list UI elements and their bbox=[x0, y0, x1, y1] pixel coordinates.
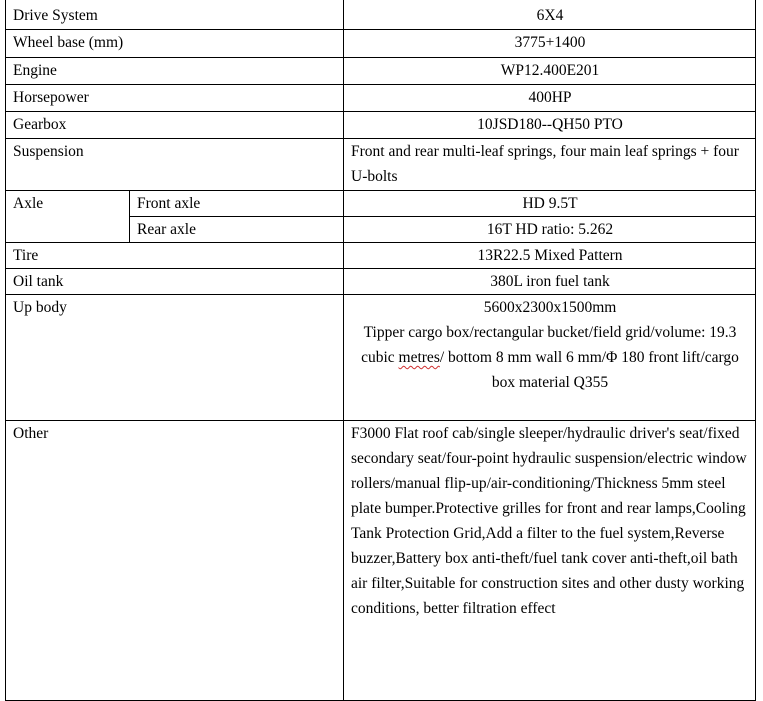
up-body-description bbox=[351, 320, 749, 395]
front-axle-label: Front axle bbox=[130, 191, 344, 217]
suspension-label: Suspension bbox=[6, 139, 344, 191]
rear-axle-value: 16T HD ratio: 5.262 bbox=[344, 217, 756, 243]
drive-system-label: Drive System bbox=[6, 0, 344, 30]
tire-label: Tire bbox=[6, 243, 344, 269]
engine-label: Engine bbox=[6, 58, 344, 85]
horsepower-value: 400HP bbox=[344, 85, 756, 112]
rear-axle-label: Rear axle bbox=[130, 217, 344, 243]
other-value: F3000 Flat roof cab/single sleeper/hydraulic driver's seat/fixed secondary seat/four-point hydraulic suspension/electric window rollers/manual flip-up/air-conditioning/Thickness 5mm steel plate bumper.Protective grilles for front and rear lamps,Cooling Tank Protection Grid,Add a filter to the fuel system,Reverse buzzer,Battery box anti-theft/fuel tank cover anti-theft,oil bath air filter,Suitable for construction sites and other dusty working conditions, better filtration effect bbox=[344, 421, 756, 701]
row-engine bbox=[6, 58, 756, 85]
horsepower-label: Horsepower bbox=[6, 85, 344, 112]
row-gearbox bbox=[6, 112, 756, 139]
engine-value: WP12.400E201 bbox=[344, 58, 756, 85]
spec-table bbox=[5, 0, 756, 701]
up-body-desc-part-1: Tipper cargo box/rectangular bucket/field grid/volume: 19.3 cubic bbox=[361, 324, 737, 366]
gearbox-label: Gearbox bbox=[6, 112, 344, 139]
up-body-value bbox=[344, 295, 756, 421]
gearbox-value: 10JSD180--QH50 PTO bbox=[344, 112, 756, 139]
row-suspension bbox=[6, 139, 756, 191]
row-drive-system bbox=[6, 0, 756, 30]
up-body-desc-part-2: / bottom 8 mm wall 6 mm/Φ 180 front lift/cargo box material Q355 bbox=[439, 349, 739, 391]
wheel-base-label: Wheel base (mm) bbox=[6, 30, 344, 58]
row-oil-tank bbox=[6, 269, 756, 295]
axle-label: Axle bbox=[6, 191, 130, 243]
spellcheck-flagged-word: metres bbox=[398, 349, 440, 366]
oil-tank-label: Oil tank bbox=[6, 269, 344, 295]
row-tire bbox=[6, 243, 756, 269]
row-axle-front bbox=[6, 191, 756, 217]
up-body-label: Up body bbox=[6, 295, 344, 421]
row-other bbox=[6, 421, 756, 701]
up-body-dimensions: 5600x2300x1500mm bbox=[483, 299, 617, 316]
other-label: Other bbox=[6, 421, 344, 701]
suspension-value: Front and rear multi-leaf springs, four main leaf springs + four U-bolts bbox=[344, 139, 756, 191]
row-wheel-base bbox=[6, 30, 756, 58]
row-horsepower bbox=[6, 85, 756, 112]
row-up-body bbox=[6, 295, 756, 421]
drive-system-value: 6X4 bbox=[344, 0, 756, 30]
oil-tank-value: 380L iron fuel tank bbox=[344, 269, 756, 295]
tire-value: 13R22.5 Mixed Pattern bbox=[344, 243, 756, 269]
wheel-base-value: 3775+1400 bbox=[344, 30, 756, 58]
front-axle-value: HD 9.5T bbox=[344, 191, 756, 217]
